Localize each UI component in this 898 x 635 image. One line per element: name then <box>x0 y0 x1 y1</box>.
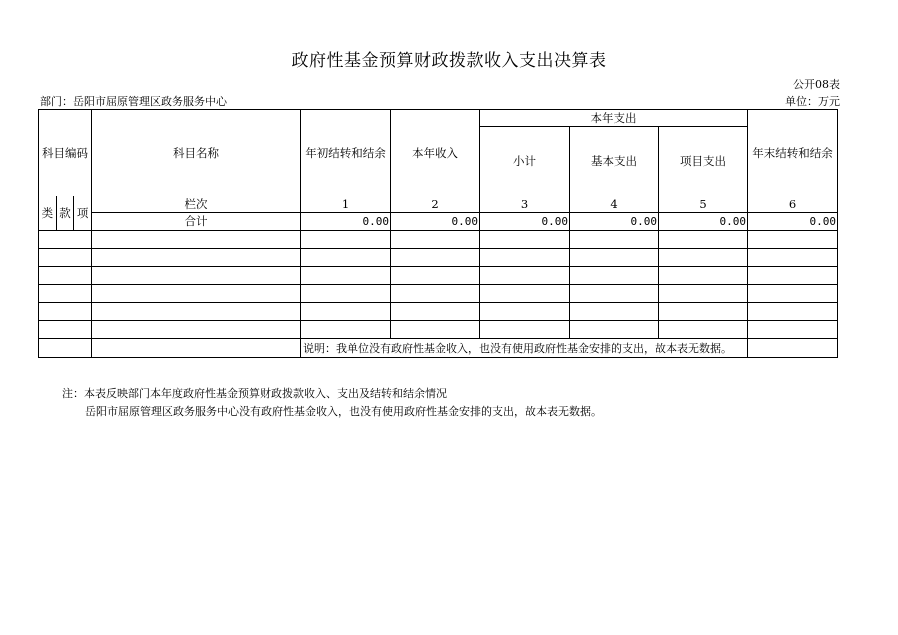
header-subtotal: 小计 <box>480 127 570 196</box>
col-num-4: 4 <box>570 196 659 213</box>
header-lei: 类 <box>41 205 54 220</box>
header-begin-balance: 年初结转和结余 <box>301 110 391 196</box>
table-row <box>39 266 838 284</box>
form-number: 公开08表 <box>793 78 840 91</box>
code-subheader <box>39 196 92 231</box>
footnote-line-1: 注：本表反映部门本年度政府性基金预算财政拨款收入、支出及结转和结余情况 <box>62 387 447 400</box>
col-num-3: 3 <box>480 196 570 213</box>
page-title: 政府性基金预算财政拨款收入支出决算表 <box>291 51 607 71</box>
total-subtotal: 0.00 <box>480 213 570 230</box>
header-code: 科目编码 <box>39 110 92 196</box>
col-num-6: 6 <box>748 196 838 213</box>
header-project: 项目支出 <box>659 127 748 196</box>
total-begin-balance: 0.00 <box>301 213 391 230</box>
department-label: 部门：岳阳市屈原管理区政务服务中心 <box>40 95 227 108</box>
table-row <box>39 248 838 266</box>
col-index-label: 栏次 <box>92 196 301 213</box>
total-end-balance: 0.00 <box>748 213 838 230</box>
table-row <box>39 230 838 248</box>
col-num-5: 5 <box>659 196 748 213</box>
table-note: 说明：我单位没有政府性基金收入，也没有使用政府性基金安排的支出，故本表无数据。 <box>301 338 748 357</box>
table-row <box>39 302 838 320</box>
col-num-1: 1 <box>301 196 391 213</box>
total-income: 0.00 <box>391 213 480 230</box>
header-kuan: 款 <box>56 196 74 230</box>
col-num-2: 2 <box>391 196 480 213</box>
total-project: 0.00 <box>659 213 748 230</box>
footnote-line-2: 岳阳市屈原管理区政务服务中心没有政府性基金收入，也没有使用政府性基金安排的支出，故本表无数据。 <box>85 405 602 418</box>
header-basic: 基本支出 <box>570 127 659 196</box>
total-basic: 0.00 <box>570 213 659 230</box>
table-row <box>39 320 838 338</box>
header-income: 本年收入 <box>391 110 480 196</box>
header-name: 科目名称 <box>92 110 301 196</box>
table-row <box>39 284 838 302</box>
budget-table <box>38 109 838 358</box>
footnote <box>62 385 602 421</box>
total-label: 合计 <box>92 213 301 230</box>
header-expense-group: 本年支出 <box>480 110 748 127</box>
unit-label: 单位：万元 <box>785 95 840 108</box>
header-end-balance: 年末结转和结余 <box>748 110 838 196</box>
header-xiang: 项 <box>73 196 91 230</box>
